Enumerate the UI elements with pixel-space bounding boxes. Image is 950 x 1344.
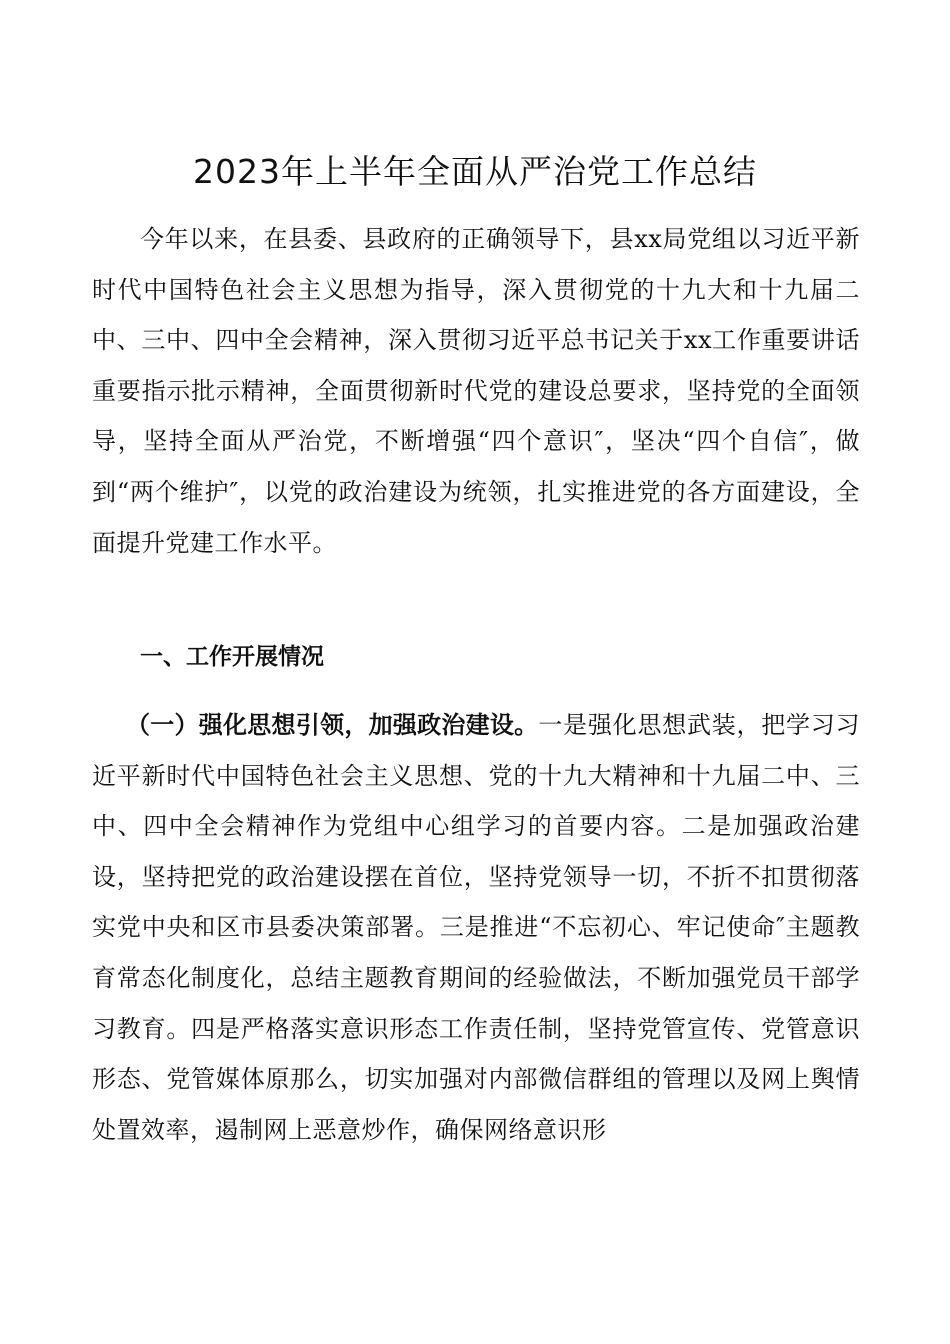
document-title: 2023年上半年全面从严治党工作总结 bbox=[193, 152, 757, 191]
intro-paragraph: 今年以来，在县委、县政府的正确领导下，县xx局党组以习近平新时代中国特色社会主义思想为指导，深入贯彻党的十九大和十九届二中、三中、四中全会精神，深入贯彻习近平总书记关于xx工作重要讲话重要指示批示精神，全面贯彻新时代党的建设总要求，坚持党的全面领导，坚持全面从严治党，不断增强“四个意识″，坚决“四个自信″，做到“两个维护″，以党的政治建设为统领，扎实推进党的各方面建设，全面提升党建工作水平。 bbox=[92, 225, 860, 557]
subsection-paragraph-1 bbox=[92, 700, 860, 1155]
section-heading-work-progress: 一、工作开展情况 bbox=[140, 644, 324, 670]
subsection-body: 一是强化思想武装，把学习习近平新时代中国特色社会主义思想、党的十九大精神和十九届二中、三中、四中全会精神作为党组中心组学习的首要内容。二是加强政治建设，坚持把党的政治建设摆在首位，坚持党领导一切，不折不扣贯彻落实党中央和区市县委决策部署。三是推进“不忘初心、牢记使命″主题教育常态化制度化，总结主题教育期间的经验做法，不断加强党员干部学习教育。四是严格落实意识形态工作责任制，坚持党管宣传、党管意识形态、党管媒体原那么，切实加强对内部微信群组的管理以及网上舆情处置效率，遏制网上恶意炒作，确保网络意识形 bbox=[92, 711, 861, 1144]
subsection-lead: （一）强化思想引领，加强政治建设。 bbox=[126, 711, 539, 739]
